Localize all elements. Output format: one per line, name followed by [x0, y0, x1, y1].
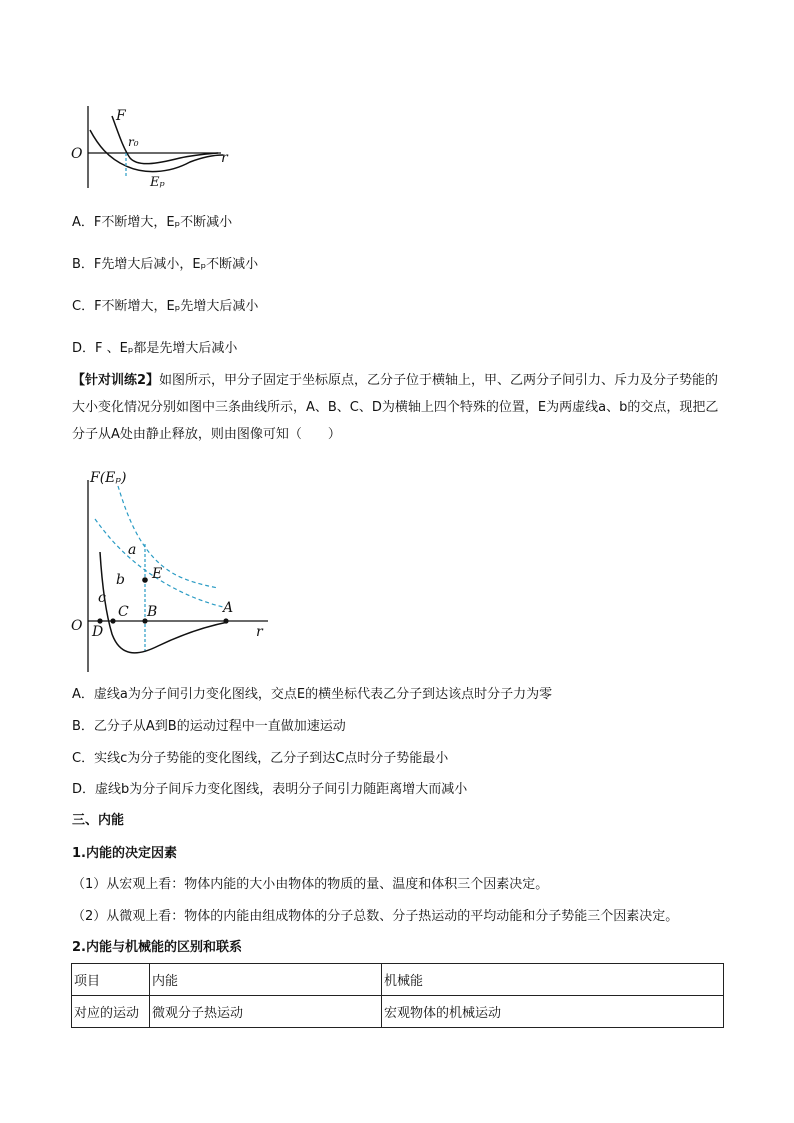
label-r: r	[221, 150, 228, 166]
paragraph-macro: （1）从宏观上看：物体内能的大小由物体的物质的量、温度和体积三个因素决定。	[72, 877, 549, 892]
potential-energy-curve	[90, 130, 223, 172]
label-E: E	[152, 566, 163, 582]
label-B: B	[147, 604, 158, 620]
table-header-cell: 机械能	[382, 964, 724, 996]
table-header-row	[72, 964, 724, 996]
table-cell: 宏观物体的机械运动	[382, 996, 724, 1028]
point-A	[223, 618, 228, 623]
training-2-tag: 【针对训练2】	[72, 373, 160, 388]
q1-option-b: B．F先增大后减小，Eₚ不断减小	[72, 257, 259, 272]
label-origin: O	[71, 618, 83, 634]
label-origin: O	[71, 146, 83, 162]
q1-option-a: A．F不断增大，Eₚ不断减小	[72, 215, 233, 230]
label-D: D	[92, 624, 104, 640]
q1-option-c: C．F不断增大，Eₚ先增大后减小	[72, 299, 259, 314]
label-a: a	[128, 542, 137, 558]
q2-option-a: A．虚线a为分子间引力变化图线，交点E的横坐标代表乙分子到达该点时分子力为零	[72, 687, 553, 702]
subsection-1-heading: 1.内能的决定因素	[72, 846, 177, 861]
training-2-question	[72, 367, 722, 448]
table-header-cell: 内能	[150, 964, 382, 996]
subsection-2-heading: 2.内能与机械能的区别和联系	[72, 940, 242, 955]
figure-2-molecular-force-graph	[68, 464, 278, 676]
table-cell: 微观分子热运动	[150, 996, 382, 1028]
table-row	[72, 996, 724, 1028]
label-r: r	[256, 624, 263, 640]
table-cell: 对应的运动	[72, 996, 150, 1028]
figure-1-force-energy-graph	[68, 100, 238, 195]
comparison-table	[71, 963, 724, 1028]
q2-option-d: D．虚线b为分子间斥力变化图线，表明分子间引力随距离增大而减小	[72, 782, 468, 797]
paragraph-micro: （2）从微观上看：物体的内能由组成物体的分子总数、分子热运动的平均动能和分子势能三个因素决定。	[72, 909, 679, 924]
q2-option-b: B．乙分子从A到B的运动过程中一直做加速运动	[72, 719, 346, 734]
q1-option-d: D．F 、Eₚ都是先增大后减小	[72, 341, 238, 356]
q2-option-c: C．实线c为分子势能的变化图线，乙分子到达C点时分子势能最小	[72, 751, 449, 766]
label-y-axis: F(Eₚ)	[90, 470, 127, 486]
label-c: c	[98, 590, 106, 606]
point-C	[110, 618, 115, 623]
label-F: F	[116, 108, 126, 124]
label-C: C	[118, 604, 129, 620]
point-D	[97, 618, 102, 623]
label-r0: r₀	[128, 135, 139, 149]
section-3-heading: 三、内能	[72, 813, 125, 828]
training-2-text: 如图所示，甲分子固定于坐标原点，乙分子位于横轴上，甲、乙两分子间引力、斥力及分子势能的大小变化情况分别如图中三条曲线所示，A、B、C、D为横轴上四个特殊的位置，E为两虚线a、b的交点，现把乙分子从A处由静止释放，则由图像可知（ ）	[72, 373, 719, 442]
point-E	[142, 577, 148, 583]
label-b: b	[116, 572, 125, 588]
label-A: A	[223, 600, 234, 616]
label-Ep: Eₚ	[150, 175, 165, 190]
dashed-curve-a	[118, 486, 218, 588]
dashed-curve-b	[95, 519, 223, 607]
table-header-cell: 项目	[72, 964, 150, 996]
